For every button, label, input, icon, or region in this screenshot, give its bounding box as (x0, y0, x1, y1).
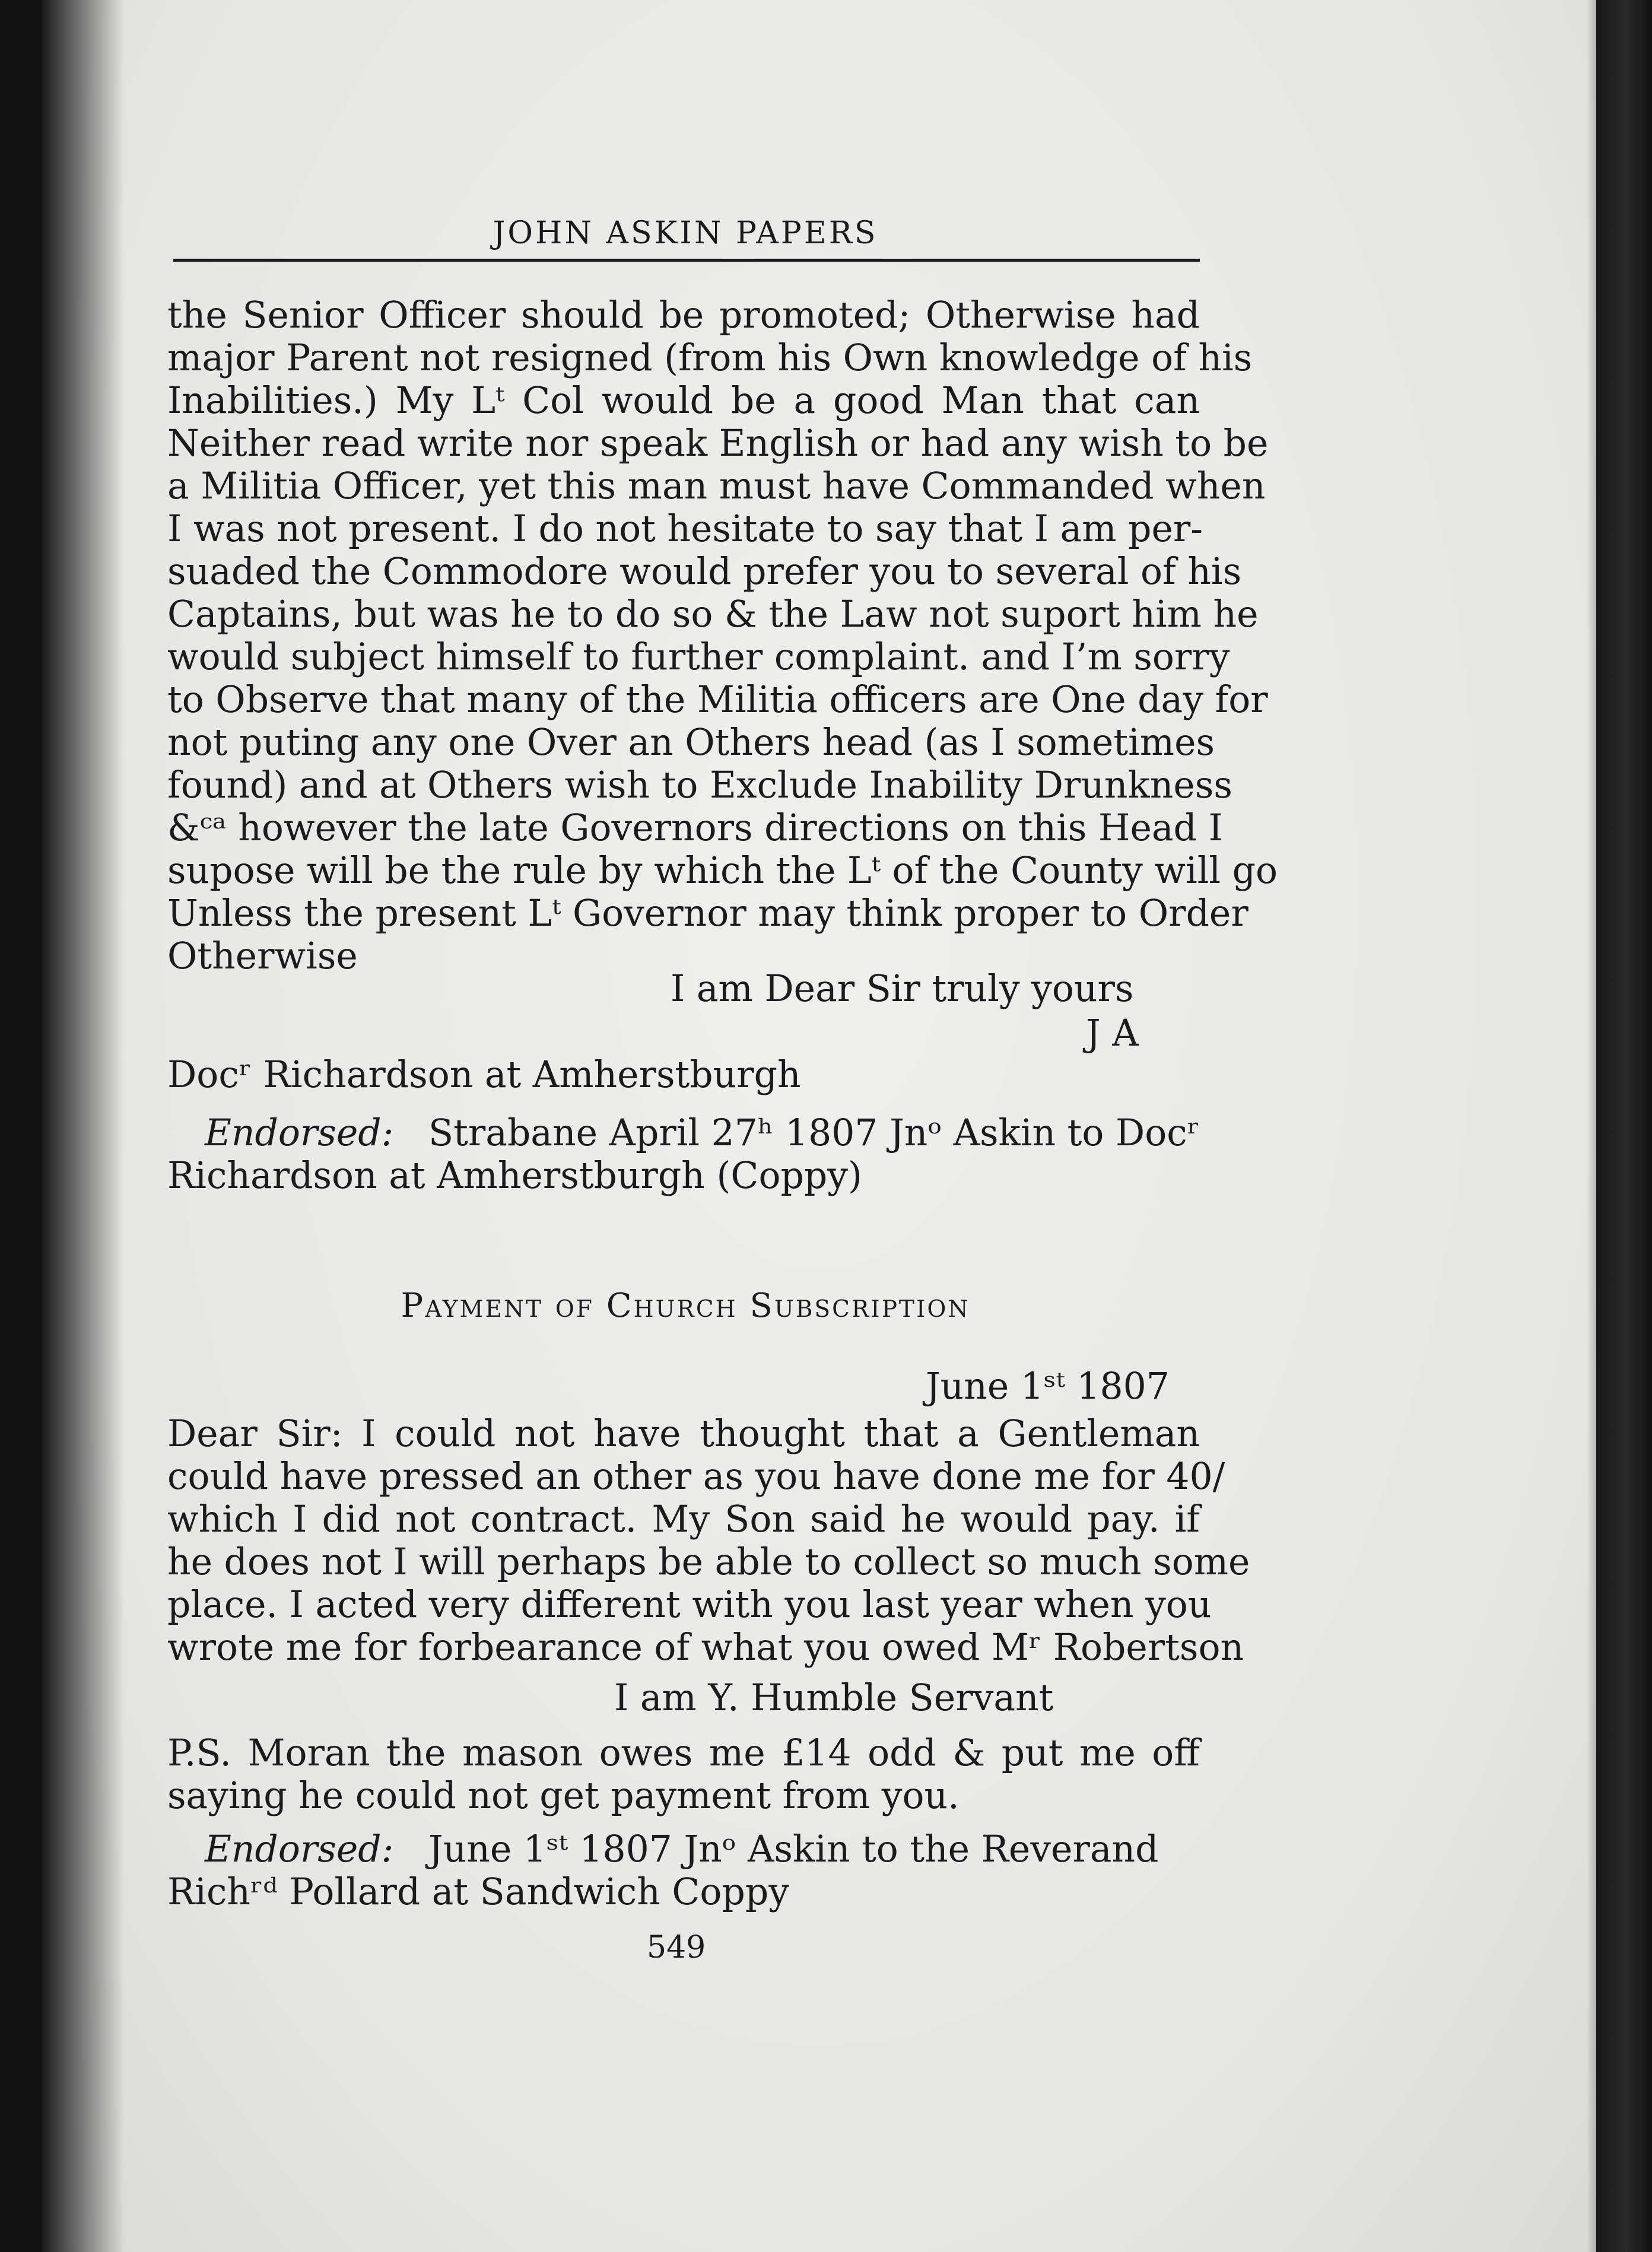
endorsed-label: Endorsed: (205, 1828, 394, 1870)
letter1-closing: I am Dear Sir truly yours (671, 967, 1134, 1010)
letter1-line: Unless the present Lᵗ Governor may think proper to Order (167, 892, 1248, 935)
right-page-edge (1587, 0, 1652, 2252)
letter1-line: the Senior Officer should be promoted; Otherwise had (167, 294, 1200, 336)
letter1-line: would subject himself to further complaint. and I’m sorry (167, 636, 1230, 678)
letter1-line: Captains, but was he to do so & the Law not suport him he (167, 593, 1259, 636)
letter1-line: not puting any one Over an Others head (as I sometimes (167, 721, 1215, 764)
letter1-line: Otherwise (167, 935, 358, 977)
section-title: Payment of Church Subscription (401, 1287, 970, 1325)
letter2-date: June 1ˢᵗ 1807 (926, 1365, 1170, 1408)
letter1-line: to Observe that many of the Militia officers are One day for (167, 678, 1268, 721)
letter2-line: he does not I will perhaps be able to collect so much some (167, 1540, 1250, 1583)
postscript-line: saying he could not get payment from you. (167, 1774, 960, 1817)
letter1-line: a Militia Officer, yet this man must have Commanded when (167, 465, 1266, 507)
letter1-signature: J A (1086, 1012, 1139, 1054)
torn-left-edge (42, 0, 125, 2252)
endorsed-label: Endorsed: (205, 1111, 394, 1154)
header-rule (173, 259, 1200, 262)
letter1-line: suaded the Commodore would prefer you to several of his (167, 550, 1242, 593)
letter2-line: place. I acted very different with you last year when you (167, 1583, 1212, 1626)
endorsed-text: Strabane April 27ʰ 1807 Jnᵒ Askin to Docʳ (428, 1111, 1200, 1154)
letter2-closing: I am Y. Humble Servant (614, 1676, 1054, 1719)
letter1-addressee: Docʳ Richardson at Amherstburgh (167, 1053, 801, 1096)
letter1-line: &ᶜᵃ however the late Governors directions on this Head I (167, 806, 1223, 849)
letter2-line: Dear Sir: I could not have thought that a Gentleman (167, 1412, 1200, 1455)
letter2-endorsement-continued: Richʳᵈ Pollard at Sandwich Coppy (167, 1870, 789, 1913)
letter2-line: wrote me for forbearance of what you owed Mʳ Robertson (167, 1626, 1244, 1669)
letter1-line: major Parent not resigned (from his Own knowledge of his (167, 336, 1253, 379)
letter1-endorsement-continued: Richardson at Amherstburgh (Coppy) (167, 1154, 862, 1197)
page-number: 549 (647, 1930, 706, 1965)
running-head: JOHN ASKIN PAPERS (493, 215, 878, 251)
letter1-body (167, 294, 1278, 977)
letter1-line: found) and at Others wish to Exclude Inability Drunkness (167, 764, 1232, 806)
letter1-line: I was not present. I do not hesitate to say that I am per- (167, 507, 1203, 550)
letter2-line: could have pressed an other as you have done me for 40/ (167, 1455, 1225, 1498)
letter2-line: which I did not contract. My Son said he would pay. if (167, 1498, 1200, 1540)
letter1-line: Inabilities.) My Lᵗ Col would be a good Man that can (167, 379, 1200, 422)
letter1-line: supose will be the rule by which the Lᵗ of the County will go (167, 849, 1278, 892)
letter2-body (167, 1412, 1250, 1669)
endorsed-text: June 1ˢᵗ 1807 Jnᵒ Askin to the Reverand (428, 1828, 1159, 1870)
postscript-line: P.S. Moran the mason owes me £14 odd & put me off (167, 1732, 1200, 1774)
letter1-line: Neither read write nor speak English or had any wish to be (167, 422, 1269, 465)
letter1-endorsement (205, 1111, 1200, 1154)
letter2-postscript (167, 1732, 1200, 1817)
letter2-endorsement (205, 1828, 1158, 1870)
